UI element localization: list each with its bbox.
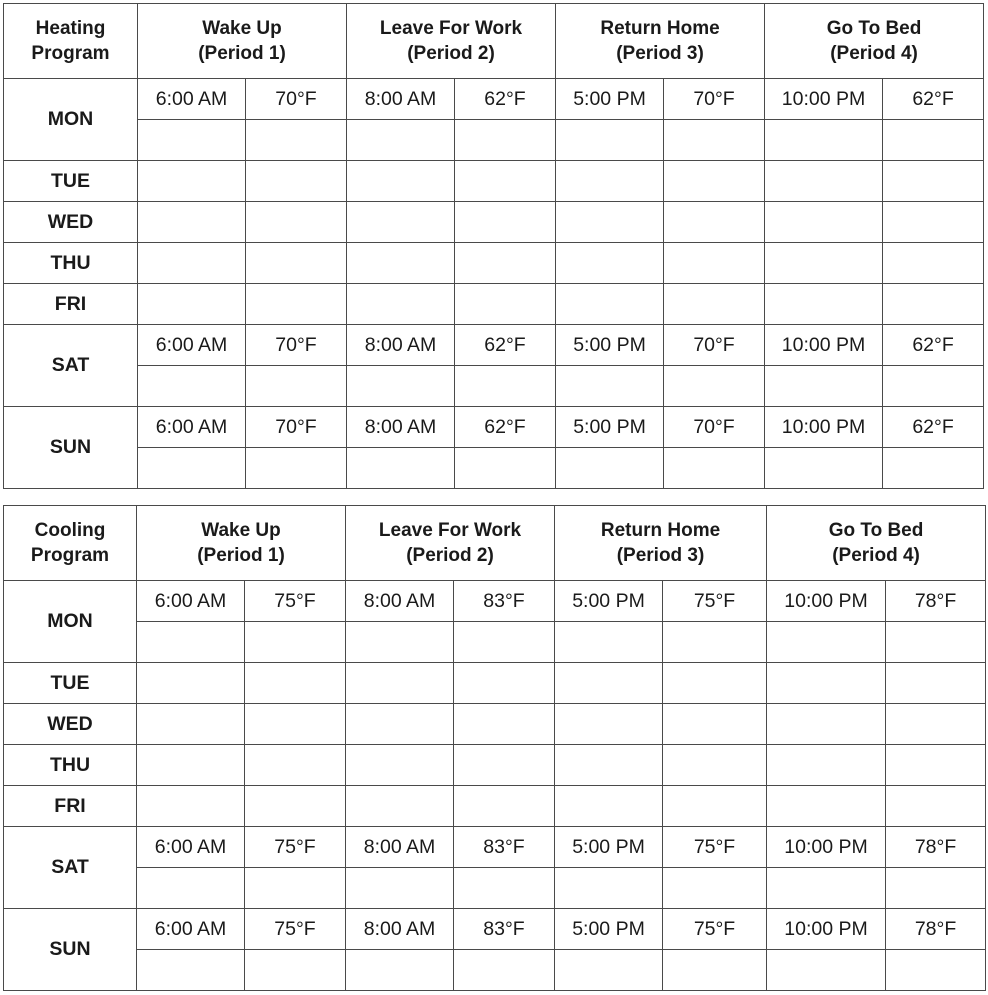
time-cell[interactable]: 5:00 PM	[555, 909, 663, 950]
blank-cell[interactable]	[138, 243, 246, 284]
temp-cell[interactable]: 78°F	[886, 909, 986, 950]
temp-cell[interactable]: 75°F	[245, 827, 346, 868]
temp-cell[interactable]: 83°F	[454, 827, 555, 868]
temp-cell[interactable]: 70°F	[246, 407, 347, 448]
blank-cell[interactable]	[767, 704, 886, 745]
blank-cell[interactable]	[767, 663, 886, 704]
blank-cell[interactable]	[663, 745, 767, 786]
time-cell[interactable]: 8:00 AM	[346, 909, 454, 950]
temp-cell[interactable]: 75°F	[663, 827, 767, 868]
blank-cell[interactable]	[246, 161, 347, 202]
blank-cell[interactable]	[455, 202, 556, 243]
blank-cell[interactable]	[245, 622, 346, 663]
table-row-mon-blank	[4, 622, 986, 663]
time-cell[interactable]: 6:00 AM	[138, 325, 246, 366]
blank-cell[interactable]	[663, 704, 767, 745]
blank-cell[interactable]	[137, 663, 245, 704]
blank-cell[interactable]	[663, 622, 767, 663]
blank-cell[interactable]	[137, 745, 245, 786]
table-row-mon	[4, 79, 984, 120]
blank-cell[interactable]	[767, 868, 886, 909]
table-row-sat-blank	[4, 366, 984, 407]
temp-cell[interactable]: 62°F	[455, 325, 556, 366]
blank-cell[interactable]	[455, 120, 556, 161]
blank-cell[interactable]	[454, 622, 555, 663]
day-label: THU	[4, 243, 138, 284]
blank-cell[interactable]	[555, 663, 663, 704]
blank-cell[interactable]	[767, 950, 886, 991]
blank-cell[interactable]	[346, 663, 454, 704]
time-cell[interactable]: 8:00 AM	[346, 827, 454, 868]
time-cell[interactable]: 5:00 PM	[556, 325, 664, 366]
blank-cell[interactable]	[454, 745, 555, 786]
blank-cell[interactable]	[556, 284, 664, 325]
blank-cell[interactable]	[346, 704, 454, 745]
table-row-tue	[4, 161, 984, 202]
blank-cell[interactable]	[883, 448, 984, 489]
day-label: THU	[4, 745, 137, 786]
blank-cell[interactable]	[556, 366, 664, 407]
day-label: TUE	[4, 161, 138, 202]
blank-cell[interactable]	[245, 786, 346, 827]
blank-cell[interactable]	[138, 202, 246, 243]
table-row-mon	[4, 581, 986, 622]
blank-cell[interactable]	[347, 243, 455, 284]
temp-cell[interactable]: 75°F	[245, 581, 346, 622]
blank-cell[interactable]	[454, 704, 555, 745]
blank-cell[interactable]	[246, 448, 347, 489]
table-row-sat	[4, 827, 986, 868]
table-row-mon-blank	[4, 120, 984, 161]
blank-cell[interactable]	[454, 950, 555, 991]
blank-cell[interactable]	[347, 120, 455, 161]
temp-cell[interactable]: 75°F	[245, 909, 346, 950]
blank-cell[interactable]	[137, 950, 245, 991]
time-cell[interactable]: 10:00 PM	[765, 79, 883, 120]
temp-cell[interactable]: 83°F	[454, 581, 555, 622]
table-row-tue	[4, 663, 986, 704]
time-cell[interactable]: 6:00 AM	[137, 909, 245, 950]
blank-cell[interactable]	[555, 868, 663, 909]
table-row-sun-blank	[4, 448, 984, 489]
heating-program-table	[3, 3, 984, 489]
blank-cell[interactable]	[765, 202, 883, 243]
blank-cell[interactable]	[556, 120, 664, 161]
table-row-thu	[4, 243, 984, 284]
blank-cell[interactable]	[886, 950, 986, 991]
blank-cell[interactable]	[765, 366, 883, 407]
blank-cell[interactable]	[765, 243, 883, 284]
day-label: FRI	[4, 284, 138, 325]
temp-cell[interactable]: 62°F	[455, 79, 556, 120]
blank-cell[interactable]	[556, 448, 664, 489]
temp-cell[interactable]: 83°F	[454, 909, 555, 950]
period-1-header: Wake Up (Period 1)	[138, 4, 347, 79]
time-cell[interactable]: 6:00 AM	[138, 407, 246, 448]
blank-cell[interactable]	[886, 704, 986, 745]
blank-cell[interactable]	[664, 284, 765, 325]
period-3-header: Return Home (Period 3)	[556, 4, 765, 79]
period-3-header: Return Home (Period 3)	[555, 506, 767, 581]
table-row-sat	[4, 325, 984, 366]
blank-cell[interactable]	[347, 448, 455, 489]
table-row-fri	[4, 284, 984, 325]
day-label: MON	[4, 79, 138, 161]
blank-cell[interactable]	[886, 663, 986, 704]
blank-cell[interactable]	[555, 704, 663, 745]
blank-cell[interactable]	[883, 366, 984, 407]
day-label: FRI	[4, 786, 137, 827]
blank-cell[interactable]	[246, 243, 347, 284]
day-label: MON	[4, 581, 137, 663]
blank-cell[interactable]	[555, 950, 663, 991]
day-label: TUE	[4, 663, 137, 704]
temp-cell[interactable]: 78°F	[886, 581, 986, 622]
blank-cell[interactable]	[556, 202, 664, 243]
time-cell[interactable]: 10:00 PM	[767, 909, 886, 950]
table-row-wed	[4, 704, 986, 745]
period-2-header: Leave For Work (Period 2)	[346, 506, 555, 581]
day-label: WED	[4, 704, 137, 745]
period-2-header: Leave For Work (Period 2)	[347, 4, 556, 79]
program-title: Heating Program	[4, 4, 138, 79]
table-row-sat-blank	[4, 868, 986, 909]
blank-cell[interactable]	[886, 745, 986, 786]
blank-cell[interactable]	[245, 663, 346, 704]
time-cell[interactable]: 10:00 PM	[765, 325, 883, 366]
table-row-fri	[4, 786, 986, 827]
blank-cell[interactable]	[347, 161, 455, 202]
blank-cell[interactable]	[455, 366, 556, 407]
day-label: SAT	[4, 827, 137, 909]
blank-cell[interactable]	[886, 622, 986, 663]
blank-cell[interactable]	[664, 366, 765, 407]
blank-cell[interactable]	[245, 950, 346, 991]
blank-cell[interactable]	[455, 243, 556, 284]
blank-cell[interactable]	[346, 622, 454, 663]
header-row	[4, 506, 986, 581]
cooling-program-table	[3, 505, 986, 991]
period-1-header: Wake Up (Period 1)	[137, 506, 346, 581]
blank-cell[interactable]	[765, 448, 883, 489]
blank-cell[interactable]	[347, 284, 455, 325]
temp-cell[interactable]: 70°F	[246, 79, 347, 120]
blank-cell[interactable]	[245, 745, 346, 786]
blank-cell[interactable]	[663, 663, 767, 704]
time-cell[interactable]: 8:00 AM	[347, 79, 455, 120]
blank-cell[interactable]	[883, 243, 984, 284]
blank-cell[interactable]	[347, 202, 455, 243]
blank-cell[interactable]	[454, 786, 555, 827]
temp-cell[interactable]: 70°F	[664, 325, 765, 366]
blank-cell[interactable]	[664, 120, 765, 161]
day-label: SUN	[4, 407, 138, 489]
program-title: Cooling Program	[4, 506, 137, 581]
blank-cell[interactable]	[663, 786, 767, 827]
time-cell[interactable]: 6:00 AM	[138, 79, 246, 120]
temp-cell[interactable]: 70°F	[664, 79, 765, 120]
temp-cell[interactable]: 62°F	[883, 407, 984, 448]
time-cell[interactable]: 10:00 PM	[765, 407, 883, 448]
table-row-sun-blank	[4, 950, 986, 991]
blank-cell[interactable]	[138, 366, 246, 407]
time-cell[interactable]: 10:00 PM	[767, 581, 886, 622]
blank-cell[interactable]	[886, 868, 986, 909]
period-4-header: Go To Bed (Period 4)	[767, 506, 986, 581]
blank-cell[interactable]	[454, 663, 555, 704]
temp-cell[interactable]: 75°F	[663, 581, 767, 622]
blank-cell[interactable]	[556, 161, 664, 202]
time-cell[interactable]: 5:00 PM	[556, 407, 664, 448]
day-label: SAT	[4, 325, 138, 407]
blank-cell[interactable]	[347, 366, 455, 407]
time-cell[interactable]: 6:00 AM	[137, 581, 245, 622]
blank-cell[interactable]	[346, 745, 454, 786]
blank-cell[interactable]	[765, 284, 883, 325]
day-label: SUN	[4, 909, 137, 991]
time-cell[interactable]: 5:00 PM	[555, 827, 663, 868]
temp-cell[interactable]: 75°F	[663, 909, 767, 950]
temp-cell[interactable]: 70°F	[664, 407, 765, 448]
blank-cell[interactable]	[137, 622, 245, 663]
blank-cell[interactable]	[883, 202, 984, 243]
blank-cell[interactable]	[555, 622, 663, 663]
time-cell[interactable]: 8:00 AM	[347, 407, 455, 448]
table-row-sun	[4, 407, 984, 448]
time-cell[interactable]: 5:00 PM	[555, 581, 663, 622]
time-cell[interactable]: 8:00 AM	[347, 325, 455, 366]
blank-cell[interactable]	[246, 202, 347, 243]
blank-cell[interactable]	[346, 786, 454, 827]
blank-cell[interactable]	[555, 745, 663, 786]
blank-cell[interactable]	[664, 202, 765, 243]
blank-cell[interactable]	[767, 745, 886, 786]
blank-cell[interactable]	[767, 786, 886, 827]
blank-cell[interactable]	[245, 704, 346, 745]
blank-cell[interactable]	[138, 120, 246, 161]
blank-cell[interactable]	[138, 284, 246, 325]
temp-cell[interactable]: 78°F	[886, 827, 986, 868]
time-cell[interactable]: 8:00 AM	[346, 581, 454, 622]
header-row	[4, 4, 984, 79]
blank-cell[interactable]	[245, 868, 346, 909]
blank-cell[interactable]	[663, 950, 767, 991]
blank-cell[interactable]	[664, 243, 765, 284]
blank-cell[interactable]	[767, 622, 886, 663]
table-row-sun	[4, 909, 986, 950]
blank-cell[interactable]	[883, 161, 984, 202]
day-label: WED	[4, 202, 138, 243]
table-row-wed	[4, 202, 984, 243]
temp-cell[interactable]: 70°F	[246, 325, 347, 366]
blank-cell[interactable]	[346, 950, 454, 991]
temp-cell[interactable]: 62°F	[883, 79, 984, 120]
blank-cell[interactable]	[346, 868, 454, 909]
blank-cell[interactable]	[886, 786, 986, 827]
blank-cell[interactable]	[664, 161, 765, 202]
blank-cell[interactable]	[246, 366, 347, 407]
blank-cell[interactable]	[663, 868, 767, 909]
time-cell[interactable]: 6:00 AM	[137, 827, 245, 868]
time-cell[interactable]: 10:00 PM	[767, 827, 886, 868]
temp-cell[interactable]: 62°F	[883, 325, 984, 366]
time-cell[interactable]: 5:00 PM	[556, 79, 664, 120]
blank-cell[interactable]	[455, 448, 556, 489]
blank-cell[interactable]	[883, 284, 984, 325]
blank-cell[interactable]	[246, 120, 347, 161]
blank-cell[interactable]	[556, 243, 664, 284]
temp-cell[interactable]: 62°F	[455, 407, 556, 448]
blank-cell[interactable]	[246, 284, 347, 325]
table-row-thu	[4, 745, 986, 786]
blank-cell[interactable]	[137, 786, 245, 827]
blank-cell[interactable]	[138, 448, 246, 489]
blank-cell[interactable]	[137, 704, 245, 745]
blank-cell[interactable]	[883, 120, 984, 161]
blank-cell[interactable]	[555, 786, 663, 827]
blank-cell[interactable]	[138, 161, 246, 202]
blank-cell[interactable]	[137, 868, 245, 909]
period-4-header: Go To Bed (Period 4)	[765, 4, 984, 79]
blank-cell[interactable]	[454, 868, 555, 909]
blank-cell[interactable]	[455, 161, 556, 202]
blank-cell[interactable]	[765, 161, 883, 202]
blank-cell[interactable]	[664, 448, 765, 489]
blank-cell[interactable]	[765, 120, 883, 161]
blank-cell[interactable]	[455, 284, 556, 325]
